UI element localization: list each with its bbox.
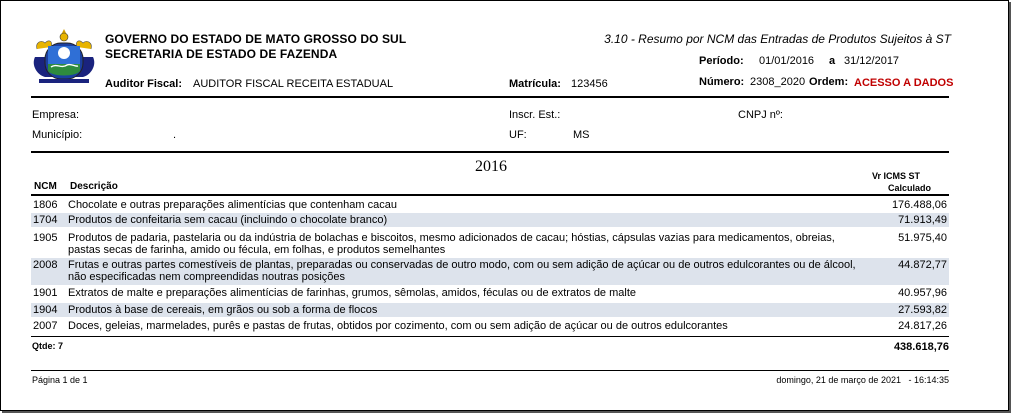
numero-label: Número:: [699, 76, 745, 88]
org-name-line1: GOVERNO DO ESTADO DE MATO GROSSO DO SUL: [105, 32, 407, 46]
value-cell: 27.593,82: [898, 304, 947, 316]
inscr-est-label: Inscr. Est.:: [509, 109, 561, 121]
municipio-value: .: [173, 129, 177, 141]
col-header-value-line1: Vr ICMS ST: [872, 171, 921, 181]
municipio-label: Município:: [32, 129, 83, 141]
table-row: [31, 286, 949, 300]
page-number: Página 1 de 1: [32, 375, 88, 385]
description-cell: Produtos de confeitaria sem cacau (incluindo o chocolate branco): [68, 214, 388, 226]
ncm-cell: 1704: [33, 214, 58, 226]
description-cell: Doces, geleias, marmelades, purês e pastas de frutas, obtidos por cozimento, com ou sem adição de açúcar ou de outros edulcorantes: [68, 320, 728, 332]
year-heading: 2016: [475, 158, 507, 175]
value-cell: 71.913,49: [898, 214, 947, 226]
description-cell: Chocolate e outras preparações alimentícias que contenham cacau: [68, 199, 397, 211]
col-header-value-line2: Calculado: [888, 183, 932, 193]
print-datetime: domingo, 21 de março de 2021 - 16:14:35: [776, 375, 949, 385]
total-value: 438.618,76: [893, 341, 949, 353]
uf-value: MS: [573, 129, 590, 141]
total-divider: [31, 336, 949, 337]
cnpj-label: CNPJ nº:: [738, 109, 783, 121]
col-header-descricao: Descrição: [70, 181, 118, 192]
value-cell: 176.488,06: [891, 199, 947, 211]
company-divider: [31, 151, 949, 153]
col-header-ncm: NCM: [34, 181, 57, 192]
matricula-label: Matrícula:: [509, 78, 561, 90]
ordem-label: Ordem:: [809, 76, 849, 88]
header-divider: [31, 96, 949, 98]
matricula-value: 123456: [571, 78, 608, 90]
description-cell: Frutas e outras partes comestíveis de plantas, preparadas ou conservadas de outro modo, com ou sem adição de açúcar ou de outros edulcorantes ou de álcool, não especificadas nem compreendidas noutras posições: [68, 259, 856, 283]
numero-value: 2308_2020: [750, 76, 806, 88]
description-cell: Produtos de padaria, pastelaria ou da indústria de bolachas e biscoitos, mesmo adicionados de cacau; hóstias, cápsulas vazias para medicamentos, obreias, pastas secas de farinha, amido ou fécula, em folhas, e produtos semelhantes: [68, 232, 835, 256]
table-row: [31, 198, 949, 212]
report-title: 3.10 - Resumo por NCM das Entradas de Produtos Sujeitos à ST: [604, 32, 951, 46]
table-row: [31, 231, 949, 257]
periodo-end: 31/12/2017: [844, 55, 900, 67]
ncm-cell: 1904: [33, 304, 58, 316]
table-header-divider: [31, 194, 949, 196]
periodo-start: 01/01/2016: [759, 55, 815, 67]
table-row: [31, 258, 949, 285]
auditor-label: Auditor Fiscal:: [105, 78, 183, 90]
empresa-label: Empresa:: [32, 109, 80, 121]
periodo-separator: a: [829, 55, 836, 67]
periodo-label: Período:: [699, 55, 744, 67]
value-cell: 51.975,40: [898, 232, 947, 244]
footer-divider: [31, 370, 949, 371]
coat-of-arms-logo: [31, 27, 97, 85]
table-row: [31, 213, 949, 227]
ncm-cell: 1806: [33, 199, 58, 211]
value-cell: 40.957,96: [898, 287, 947, 299]
ordem-value: ACESSO A DADOS: [854, 77, 954, 89]
description-cell: Extratos de malte e preparações alimentícias de farinhas, grumos, sêmolas, amidos, féculas ou de extratos de malte: [68, 287, 637, 299]
org-name-line2: SECRETARIA DE ESTADO DE FAZENDA: [105, 47, 338, 61]
value-cell: 44.872,77: [898, 259, 947, 271]
description-cell: Produtos à base de cereais, em grãos ou sob a forma de flocos: [68, 304, 378, 316]
table-row: [31, 303, 949, 317]
qtde-label: Qtde: 7: [32, 341, 64, 351]
table-row: [31, 319, 949, 333]
ncm-cell: 2007: [33, 320, 58, 332]
value-cell: 24.817,26: [898, 320, 947, 332]
ncm-cell: 1901: [33, 287, 58, 299]
ncm-cell: 2008: [33, 259, 58, 271]
auditor-value: AUDITOR FISCAL RECEITA ESTADUAL: [193, 78, 394, 90]
ncm-cell: 1905: [33, 232, 58, 244]
uf-label: UF:: [509, 129, 527, 141]
